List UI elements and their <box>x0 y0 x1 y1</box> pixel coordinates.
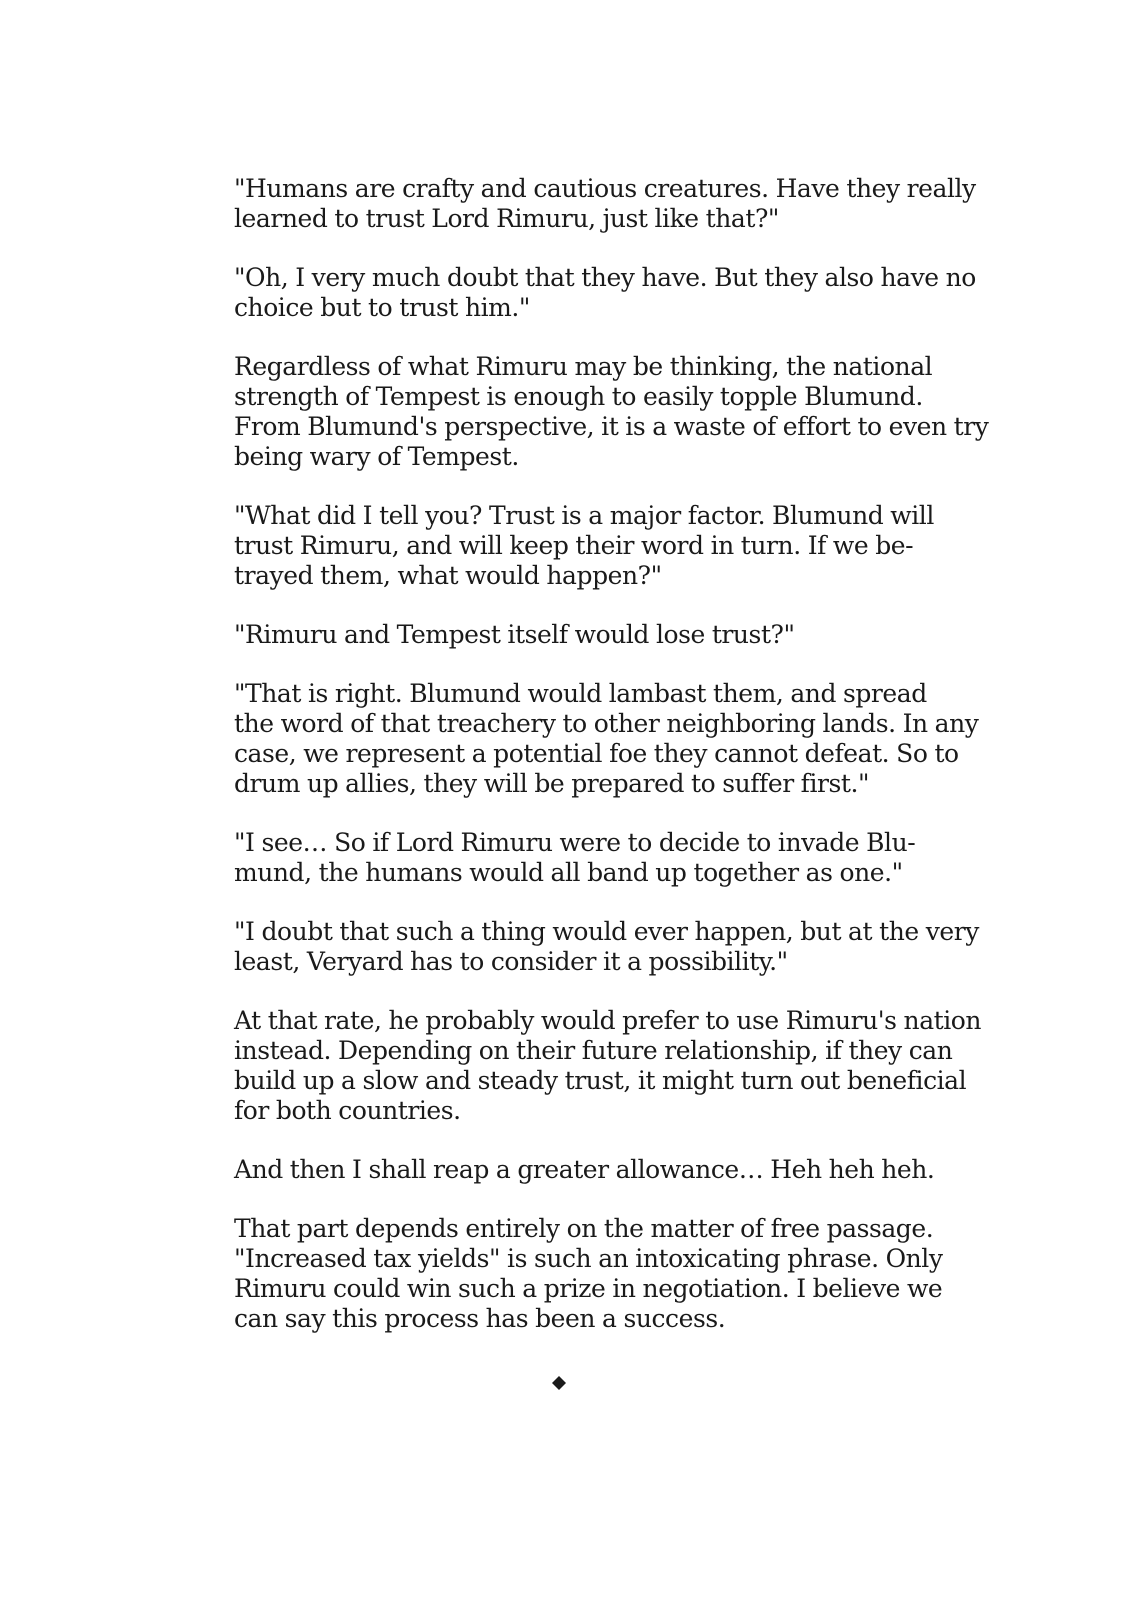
text-line: At that rate, he probably would prefer to use Rimuru's nation <box>234 1006 982 1035</box>
paragraph <box>234 1006 982 1126</box>
paragraph <box>234 501 934 591</box>
paragraph-gap <box>234 977 894 1006</box>
paragraph-gap <box>234 234 894 263</box>
paragraph <box>234 1214 943 1334</box>
diamond-icon <box>552 1376 566 1390</box>
text-line: strength of Tempest is enough to easily topple Blumund. <box>234 382 923 411</box>
text-line: being wary of Tempest. <box>234 442 519 471</box>
text-line: And then I shall reap a greater allowance… Heh heh heh. <box>234 1155 935 1184</box>
text-line: Regardless of what Rimuru may be thinking, the national <box>234 352 933 381</box>
paragraph <box>234 828 916 888</box>
paragraph-gap <box>234 1185 894 1214</box>
scene-break-diamond-icon <box>552 1376 566 1390</box>
text-line: choice but to trust him." <box>234 293 530 322</box>
paragraph <box>234 263 976 323</box>
paragraph <box>234 1155 935 1185</box>
text-line: mund, the humans would all band up together as one." <box>234 858 903 887</box>
paragraph <box>234 352 989 472</box>
text-line: "I see… So if Lord Rimuru were to decide to invade Blu- <box>234 828 916 857</box>
text-line: for both countries. <box>234 1096 461 1125</box>
text-line: case, we represent a potential foe they cannot defeat. So to <box>234 739 959 768</box>
text-line: "What did I tell you? Trust is a major factor. Blumund will <box>234 501 934 530</box>
text-line: Rimuru could win such a prize in negotiation. I believe we <box>234 1274 943 1303</box>
paragraph-gap <box>234 888 894 917</box>
text-line: From Blumund's perspective, it is a waste of effort to even try <box>234 412 989 441</box>
text-line: That part depends entirely on the matter of free passage. <box>234 1214 934 1243</box>
text-line: "That is right. Blumund would lambast them, and spread <box>234 679 927 708</box>
text-line: least, Veryard has to consider it a possibility." <box>234 947 788 976</box>
paragraph-gap <box>234 323 894 352</box>
text-line: drum up allies, they will be prepared to suffer first." <box>234 769 870 798</box>
text-line: "Humans are crafty and cautious creatures. Have they really <box>234 174 976 203</box>
paragraph <box>234 917 979 977</box>
paragraph-gap <box>234 591 894 620</box>
text-line: build up a slow and steady trust, it might turn out beneficial <box>234 1066 967 1095</box>
text-line: instead. Depending on their future relationship, if they can <box>234 1036 953 1065</box>
text-line: trust Rimuru, and will keep their word in turn. If we be- <box>234 531 914 560</box>
text-line: "Increased tax yields" is such an intoxicating phrase. Only <box>234 1244 943 1273</box>
paragraph-gap <box>234 472 894 501</box>
paragraph-gap <box>234 650 894 679</box>
paragraph-gap <box>234 799 894 828</box>
text-line: "I doubt that such a thing would ever happen, but at the very <box>234 917 979 946</box>
text-line: "Rimuru and Tempest itself would lose trust?" <box>234 620 795 649</box>
paragraph-gap <box>234 1126 894 1155</box>
text-line: trayed them, what would happen?" <box>234 561 662 590</box>
text-line: "Oh, I very much doubt that they have. But they also have no <box>234 263 976 292</box>
text-line: can say this process has been a success. <box>234 1304 726 1333</box>
paragraph <box>234 620 894 650</box>
text-line: learned to trust Lord Rimuru, just like that?" <box>234 204 779 233</box>
paragraph <box>234 174 976 234</box>
paragraph <box>234 679 979 799</box>
body-text <box>234 174 989 1334</box>
text-line: the word of that treachery to other neighboring lands. In any <box>234 709 979 738</box>
